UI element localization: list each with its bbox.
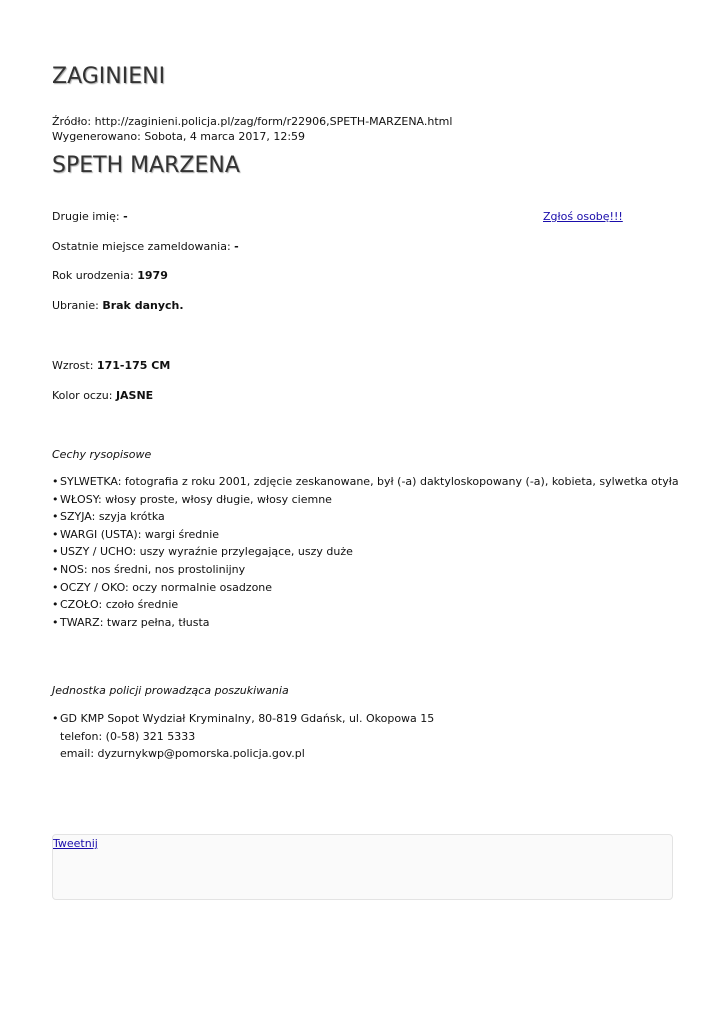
field-height: [52, 359, 170, 372]
document-meta: [52, 114, 452, 144]
list-item: • USZY / UCHO: uszy wyraźnie przylegające, uszy duże: [52, 543, 679, 561]
source-url: http://zaginieni.policja.pl/zag/form/r22906,SPETH-MARZENA.html: [94, 115, 453, 128]
police-unit-email: email: dyzurnykwp@pomorska.policja.gov.pl: [60, 747, 305, 760]
features-heading: Cechy rysopisowe: [52, 448, 152, 461]
birth-year-value: 1979: [137, 269, 168, 282]
middle-name-value: -: [123, 210, 128, 223]
middle-name-label: Drugie imię:: [52, 210, 120, 223]
list-item: • CZOŁO: czoło średnie: [52, 596, 679, 614]
generated-line: [52, 129, 452, 144]
height-value: 171-175 CM: [96, 359, 171, 372]
list-item: • OCZY / OKO: oczy normalnie osadzone: [52, 579, 679, 597]
person-name: SPETH MARZENA: [52, 153, 240, 178]
features-list: [52, 473, 679, 631]
last-residence-value: -: [234, 240, 239, 253]
height-label: Wzrost:: [52, 359, 94, 372]
police-unit-info: [52, 710, 434, 763]
police-unit-name: GD KMP Sopot Wydział Kryminalny, 80-819 Gdańsk, ul. Okopowa 15: [60, 712, 435, 725]
field-middle-name: [52, 210, 128, 223]
eye-color-label: Kolor oczu:: [52, 389, 113, 402]
generated-date: Sobota, 4 marca 2017, 12:59: [144, 130, 306, 143]
list-item: • WŁOSY: włosy proste, włosy długie, włosy ciemne: [52, 491, 679, 509]
police-unit-phone: telefon: (0-58) 321 5333: [60, 729, 196, 743]
list-item: • TWARZ: twarz pełna, tłusta: [52, 614, 679, 632]
list-item: • NOS: nos średni, nos prostolinijny: [52, 561, 679, 579]
list-item: • WARGI (USTA): wargi średnie: [52, 526, 679, 544]
clothing-value: Brak danych.: [102, 299, 184, 312]
clothing-label: Ubranie:: [52, 299, 99, 312]
bullet-icon: •: [52, 712, 59, 725]
last-residence-label: Ostatnie miejsce zameldowania:: [52, 240, 231, 253]
field-last-residence: [52, 240, 239, 253]
source-line: [52, 114, 452, 129]
eye-color-value: JASNE: [115, 389, 154, 402]
field-birth-year: [52, 269, 168, 282]
source-label: Źródło:: [52, 115, 92, 128]
list-item: • SYLWETKA: fotografia z roku 2001, zdjęcie zeskanowane, był (-a) daktyloskopowany (-a), kobieta, sylwetka otyła: [52, 473, 679, 491]
police-unit-heading: Jednostka policji prowadząca poszukiwania: [52, 684, 289, 697]
birth-year-label: Rok urodzenia:: [52, 269, 134, 282]
field-eye-color: [52, 389, 153, 402]
police-unit-name-line: [52, 710, 434, 728]
tweet-link[interactable]: Tweetnij: [53, 837, 98, 850]
list-item: • SZYJA: szyja krótka: [52, 508, 679, 526]
generated-label: Wygenerowano:: [52, 130, 141, 143]
report-person-link[interactable]: Zgłoś osobę!!!: [543, 210, 623, 223]
field-clothing: [52, 299, 184, 312]
tweet-widget: [52, 834, 673, 900]
site-title: ZAGINIENI: [52, 64, 166, 89]
